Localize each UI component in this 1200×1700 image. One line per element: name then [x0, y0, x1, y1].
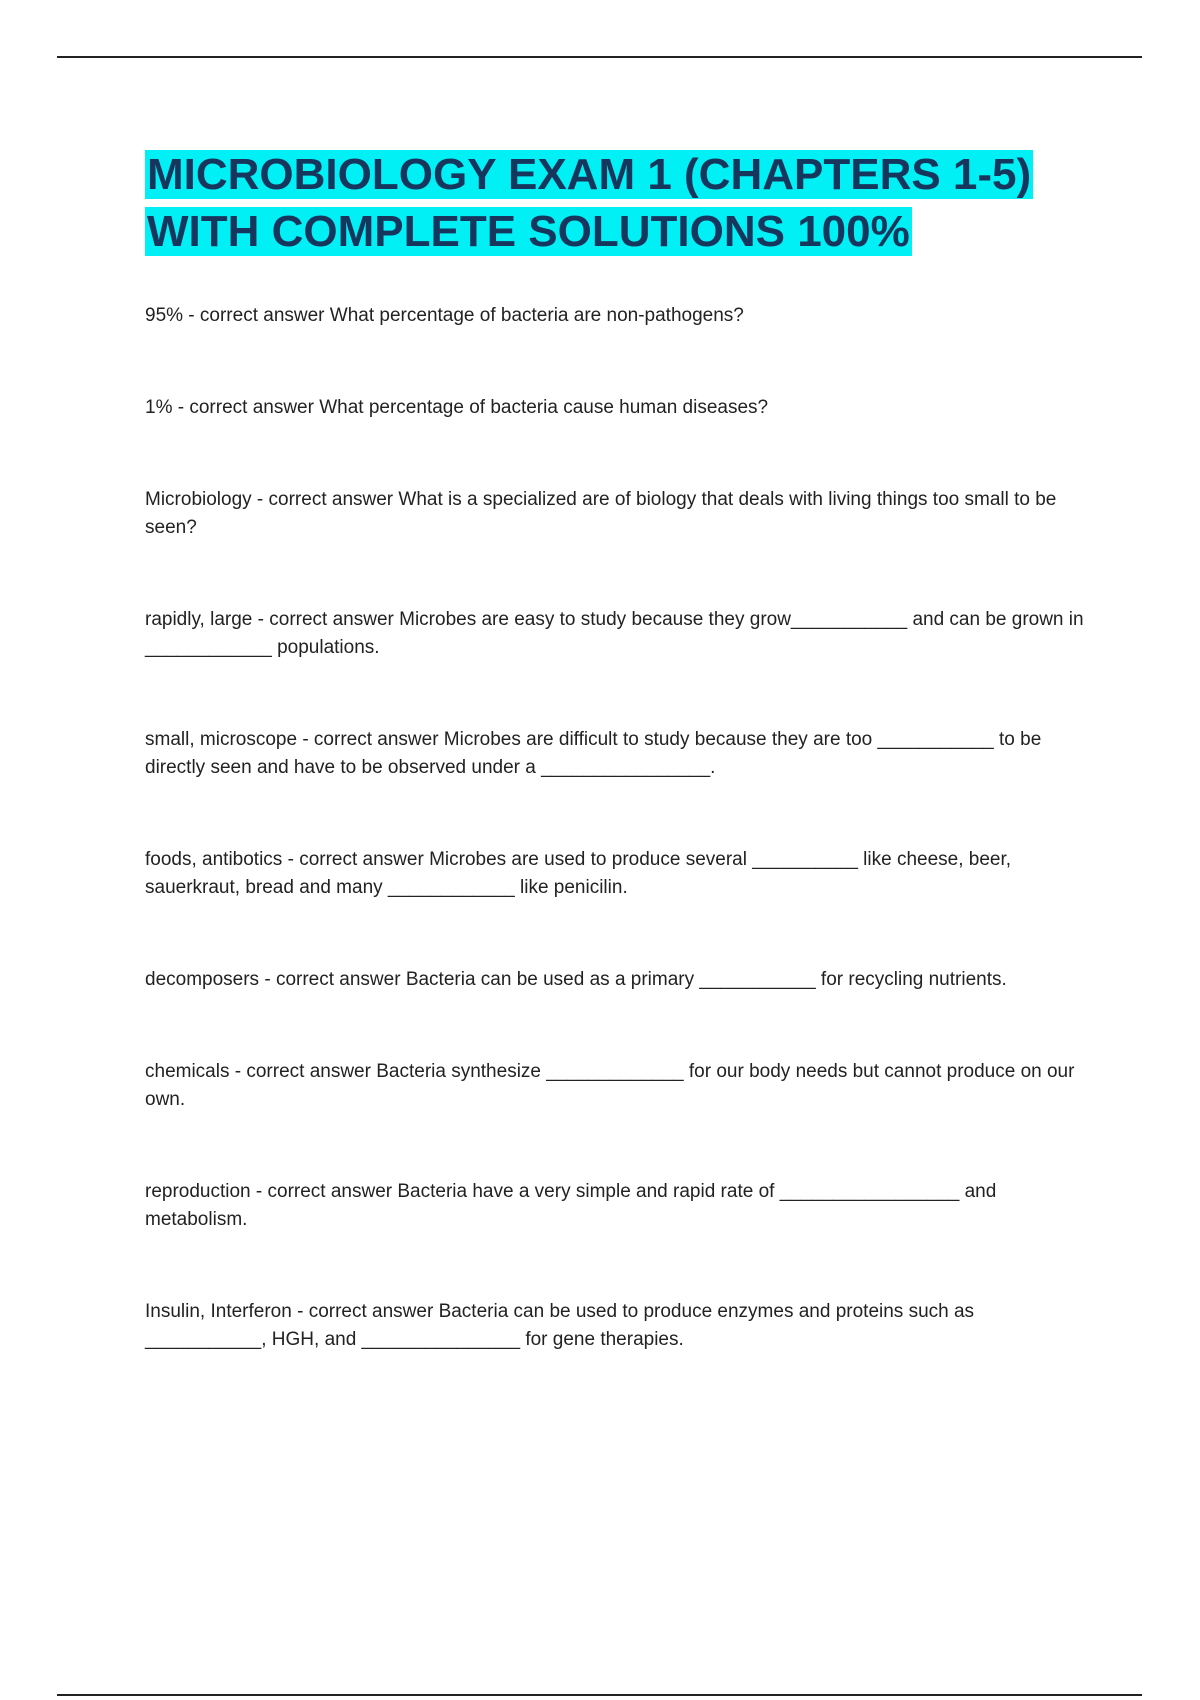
qa-item: Insulin, Interferon - correct answer Bacteria can be used to produce enzymes and proteins such as ___________, HGH, and _______________ for gene therapies. [145, 1301, 975, 1350]
qa-item: rapidly, large - correct answer Microbes are easy to study because they grow___________ and can be grown in ____________ populations. [145, 609, 1084, 658]
qa-item: 95% - correct answer What percentage of bacteria are non-pathogens? [145, 305, 744, 326]
qa-item: foods, antibotics - correct answer Microbes are used to produce several __________ like cheese, beer, sauerkraut, bread and many ____________ like penicilin. [145, 849, 1012, 898]
qa-item: decomposers - correct answer Bacteria can be used as a primary ___________ for recycling nutrients. [145, 969, 1007, 990]
top-rule [57, 56, 1142, 58]
document-title [145, 146, 1090, 260]
qa-item: small, microscope - correct answer Microbes are difficult to study because they are too ___________ to be directly seen and have to be observed under a ________________. [145, 729, 1042, 778]
qa-item: reproduction - correct answer Bacteria have a very simple and rapid rate of _________________ and metabolism. [145, 1181, 997, 1230]
qa-item: 1% - correct answer What percentage of bacteria cause human diseases? [145, 397, 769, 418]
qa-item: Microbiology - correct answer What is a specialized are of biology that deals with living things too small to be seen? [145, 489, 1057, 538]
bottom-rule [57, 1694, 1142, 1696]
qa-list [145, 302, 1090, 1354]
qa-item: chemicals - correct answer Bacteria synthesize _____________ for our body needs but cannot produce on our own. [145, 1061, 1075, 1110]
document-title-text: MICROBIOLOGY EXAM 1 (CHAPTERS 1-5) WITH COMPLETE SOLUTIONS 100% [147, 150, 1032, 256]
